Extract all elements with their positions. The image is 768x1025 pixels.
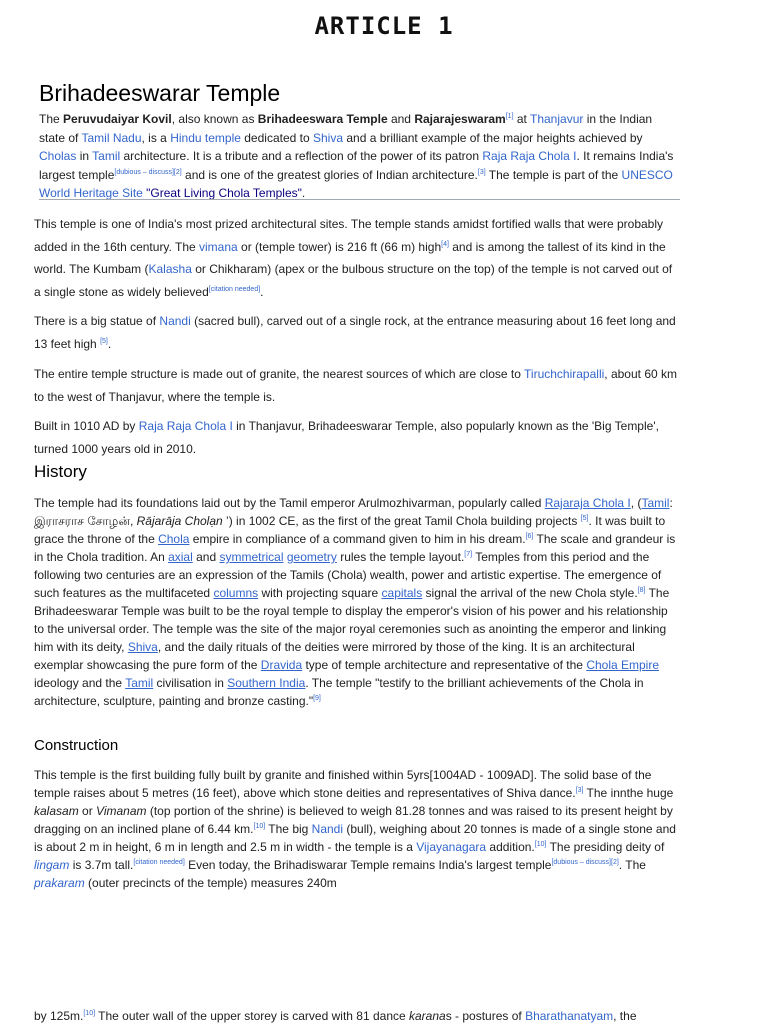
link-nandi-bull[interactable]: Nandi <box>311 822 344 836</box>
ref-1[interactable]: [1] <box>505 113 514 120</box>
bold-name-rajarajeswaram: Rajarajeswaram <box>414 112 506 126</box>
link-geometry[interactable]: geometry <box>286 550 337 564</box>
heading-construction: Construction <box>34 737 119 754</box>
link-nandi[interactable]: Nandi <box>159 314 191 328</box>
ref-5b[interactable]: [5] <box>580 515 589 522</box>
link-great-living-chola-temples[interactable]: "Great Living Chola Temples" <box>146 186 302 201</box>
ref-4[interactable]: [4] <box>441 240 449 248</box>
paragraph-granite: The entire temple structure is made out of granite, the nearest sources of which are close to Tiruchchirapalli, about 60 km to the west of Thanjavur, where the temple is. <box>34 367 677 404</box>
link-lingam[interactable]: lingam <box>34 858 70 872</box>
link-columns[interactable]: columns <box>213 586 259 600</box>
link-southern-india[interactable]: Southern India <box>227 676 306 690</box>
transliteration: Rājarāja Cholạn <box>136 514 223 528</box>
lead-paragraph: The Peruvudaiyar Kovil, also known as Brihadeeswara Temple and Rajarajeswaram[1] at Thanjavur in the Indian state of Tamil Nadu, is a Hindu temple dedicated to Shiva and a brilliant example of the major heights achieved by Cholas in Tamil architecture. It is a tribute and a reflection of the power of its patron Raja Raja Chola I. It remains India's largest temple[dubious – discuss][2] and is one of the greatest glories of Indian architecture.[3] The temple is part of the UNESCO World Heritage Site "Great Living Chola Temples". <box>39 112 674 201</box>
ref-citation-needed-2[interactable]: [citation needed] <box>133 859 185 866</box>
paragraph-nandi: There is a big statue of Nandi (sacred bull), carved out of a single rock, at the entrance measuring about 16 feet long and 13 feet high [5]. <box>34 314 676 351</box>
link-cholas[interactable]: Cholas <box>39 149 77 164</box>
link-axial[interactable]: axial <box>168 550 193 564</box>
link-tamil-civilisation[interactable]: Tamil <box>125 676 154 690</box>
bold-name-peruvudaiyar: Peruvudaiyar Kovil <box>63 112 172 126</box>
ref-10b[interactable]: [10] <box>534 841 547 848</box>
article-title: Brihadeeswarar Temple <box>39 80 281 106</box>
link-raja-raja-chola[interactable]: Raja Raja Chola I <box>482 149 577 164</box>
ref-7[interactable]: [7] <box>464 551 473 558</box>
ref-dubious-discuss-2[interactable]: [dubious – discuss][2] <box>551 859 619 866</box>
link-kalasha[interactable]: Kalasha <box>148 262 192 276</box>
term-karana: karana <box>409 1009 446 1023</box>
handwritten-article-title: ARTICLE 1 <box>314 12 454 40</box>
heading-history: History <box>34 462 87 481</box>
ref-8[interactable]: [8] <box>637 587 646 594</box>
link-rajaraja-chola[interactable]: Rajaraja Chola I <box>544 496 631 510</box>
title-divider <box>39 199 680 200</box>
link-symmetrical[interactable]: symmetrical <box>219 550 284 564</box>
link-vijayanagara[interactable]: Vijayanagara <box>416 840 487 854</box>
link-unesco[interactable]: UNESCO World Heritage Site <box>39 167 673 201</box>
ref-6[interactable]: [6] <box>525 533 534 540</box>
link-shiva-deity[interactable]: Shiva <box>127 640 158 654</box>
link-capitals[interactable]: capitals <box>381 586 423 600</box>
link-prakaram[interactable]: prakaram <box>34 876 85 890</box>
ref-dubious-discuss[interactable]: [dubious – discuss][2] <box>114 168 182 176</box>
paragraph-continuation: by 125m.[10] The outer wall of the upper storey is carved with 81 dance karanas - postures of Bharathanatyam, the <box>34 1009 637 1023</box>
link-dravida[interactable]: Dravida <box>260 658 303 672</box>
ref-3[interactable]: [3] <box>477 168 486 176</box>
link-bharathanatyam[interactable]: Bharathanatyam <box>525 1009 614 1023</box>
link-tamil-language[interactable]: Tamil <box>641 496 670 510</box>
ref-3b[interactable]: [3] <box>575 787 584 794</box>
link-shiva[interactable]: Shiva <box>312 130 344 145</box>
link-tamil[interactable]: Tamil <box>92 149 121 164</box>
bold-name-brihadeeswara: Brihadeeswara Temple <box>257 112 388 126</box>
ref-citation-needed[interactable]: [citation needed] <box>208 285 261 293</box>
ref-5[interactable]: [5] <box>100 337 108 345</box>
paragraph-sites: This temple is one of India's most prized architectural sites. The temple stands amidst fortified walls that were probably added in the 16th century. The vimana or (temple tower) is 216 ft (66 m) high[4] and is among the tallest of its kind in the world. The Kumbam (Kalasha or Chikharam) (apex or the bulbous structure on the top) of the temple is not carved out of a single stone as widely believed[citation needed]. <box>34 217 673 299</box>
link-tiruchchirapalli[interactable]: Tiruchchirapalli <box>524 367 605 381</box>
paragraph-built: Built in 1010 AD by Raja Raja Chola I in Thanjavur, Brihadeeswarar Temple, also popularly known as the 'Big Temple', turned 1000 years old in 2010. <box>34 419 659 456</box>
link-chola-empire[interactable]: Chola Empire <box>586 658 660 672</box>
link-vimana[interactable]: vimana <box>199 239 238 254</box>
term-vimanam: Vimanam <box>96 804 147 818</box>
ref-10c[interactable]: [10] <box>83 1010 96 1017</box>
ref-10[interactable]: [10] <box>253 823 266 830</box>
link-chola[interactable]: Chola <box>158 532 190 546</box>
paragraph-construction: This temple is the first building fully built by granite and finished within 5yrs[1004AD - 1009AD]. The solid base of the temple raises about 5 metres (16 feet), above which stone deities and representatives of Shiva dance.[3] The innthe huge kalasam or Vimanam (top portion of the shrine) is believed to weigh 81.28 tonnes and was raised to its present height by dragging on an inclined plane of 6.44 km.[10] The big Nandi (bull), weighing about 20 tonnes is made of a single stone and is about 2 m in height, 6 m in length and 2.5 m in width - the temple is a Vijayanagara addition.[10] The presiding deity of lingam is 3.7m tall.[citation needed] Even today, the Brihadiswarar Temple remains India's largest temple[dubious – discuss][2]. The prakaram (outer precincts of the temple) measures 240m <box>34 768 676 890</box>
link-raja-raja-chola-2[interactable]: Raja Raja Chola I <box>138 419 233 433</box>
paragraph-history: The temple had its foundations laid out by the Tamil emperor Arulmozhivarman, popularly called Rajaraja Chola I, (Tamil: இராசராச சோழன், Rājarāja Cholạn ’) in 1002 CE, as the first of the great Tamil Chola building projects [5]. It was built to grace the throne of the Chola empire in compliance of a command given to him in his dream.[6] The scale and grandeur is in the Chola tradition. An axial and symmetrical geometry rules the temple layout.[7] Temples from this period and the following two centuries are an expression of the Tamils (Chola) wealth, power and artistic expertise. The emergence of such features as the multifaceted columns with projecting square capitals signal the arrival of the new Chola style.[8] The Brihadeeswarar Temple was built to be the royal temple to display the emperor's vision of his power and his relationship to the universal order. The temple was the site of the major royal ceremonies such as anointing the emperor and linking him with its deity, Shiva, and the daily rituals of the deities were mirrored by those of the king. It is an architectural exemplar showcasing the pure form of the Dravida type of temple architecture and representative of the Chola Empire ideology and the Tamil civilisation in Southern India. The temple "testify to the brilliant achievements of the Chola in architecture, sculpture, painting and bronze casting."[9] <box>34 496 676 708</box>
ref-9[interactable]: [9] <box>313 695 321 702</box>
link-thanjavur[interactable]: Thanjavur <box>530 112 584 126</box>
link-tamil-nadu[interactable]: Tamil Nadu <box>81 130 142 145</box>
link-hindu-temple[interactable]: Hindu temple <box>170 130 241 145</box>
term-kalasam: kalasam <box>34 804 79 818</box>
